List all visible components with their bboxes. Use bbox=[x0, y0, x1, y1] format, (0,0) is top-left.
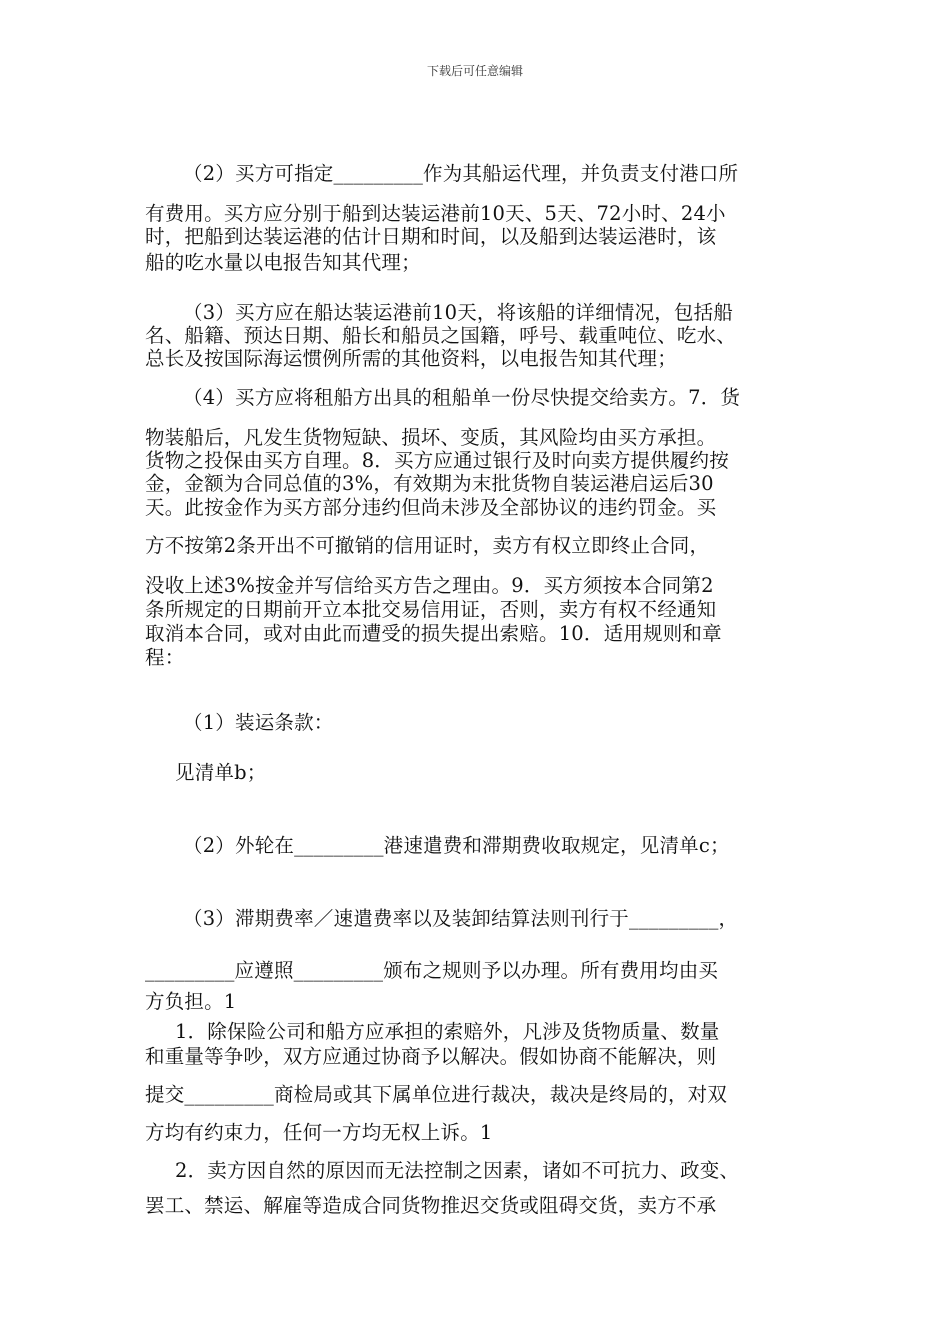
page-header: 下载后可任意编辑 bbox=[426, 64, 523, 78]
text-line: 没收上述3%按金并写信给买方告之理由。9．买方须按本合同第2 bbox=[145, 574, 714, 597]
text-line: （4）买方应将租船方出具的租船单一份尽快提交给卖方。7．货 bbox=[183, 386, 741, 409]
text-line: （1）装运条款： bbox=[183, 711, 334, 734]
text-line: 2．卖方因自然的原因而无法控制之因素，诸如不可抗力、政变、 bbox=[175, 1159, 740, 1182]
text-line: 名、船籍、预达日期、船长和船员之国籍，呼号、载重吨位、吃水、 bbox=[145, 324, 737, 347]
text-line: 方负担。1 bbox=[145, 990, 237, 1013]
text-line: 船的吃水量以电报告知其代理； bbox=[145, 251, 421, 274]
text-line: （2）外轮在_________港速遣费和滞期费收取规定，见清单c； bbox=[183, 834, 730, 857]
text-line: 和重量等争吵，双方应通过协商予以解决。假如协商不能解决，则 bbox=[145, 1045, 717, 1068]
text-line: 程： bbox=[145, 646, 185, 669]
text-line: 有费用。买方应分别于船到达装运港前10天、5天、72小时、24小 bbox=[145, 202, 726, 225]
text-line: （3）买方应在船达装运港前10天，将该船的详细情况，包括船 bbox=[183, 301, 734, 324]
text-line: 罢工、禁运、解雇等造成合同货物推迟交货或阻碍交货，卖方不承 bbox=[145, 1194, 717, 1217]
text-line: （3）滞期费率／速遣费率以及装卸结算法则刊行于_________， bbox=[183, 907, 739, 930]
text-line: 时，把船到达装运港的估计日期和时间，以及船到达装运港时，该 bbox=[145, 225, 717, 248]
text-line: 提交_________商检局或其下属单位进行裁决，裁决是终局的，对双 bbox=[145, 1083, 728, 1106]
text-line: 方均有约束力，任何一方均无权上诉。1 bbox=[145, 1121, 493, 1144]
text-line: 金，金额为合同总值的3%，有效期为末批货物自装运港启运后30 bbox=[145, 472, 714, 495]
text-line: （2）买方可指定_________作为其船运代理，并负责支付港口所 bbox=[183, 162, 739, 185]
text-line: 方不按第2条开出不可撤销的信用证时，卖方有权立即终止合同， bbox=[145, 534, 710, 557]
text-line: 1．除保险公司和船方应承担的索赔外，凡涉及货物质量、数量 bbox=[175, 1020, 720, 1043]
text-line: 总长及按国际海运惯例所需的其他资料，以电报告知其代理； bbox=[145, 347, 677, 370]
text-line: 见清单b； bbox=[175, 761, 267, 784]
text-line: 取消本合同，或对由此而遭受的损失提出索赔。10．适用规则和章 bbox=[145, 622, 722, 645]
text-line: 条所规定的日期前开立本批交易信用证，否则，卖方有权不经通知 bbox=[145, 598, 717, 621]
text-line: 货物之投保由买方自理。8．买方应通过银行及时向卖方提供履约按 bbox=[145, 449, 729, 472]
text-line: _________应遵照_________颁布之规则予以办理。所有费用均由买 bbox=[145, 959, 719, 982]
text-line: 天。此按金作为买方部分违约但尚未涉及全部协议的违约罚金。买 bbox=[145, 496, 717, 519]
text-line: 物装船后，凡发生货物短缺、损坏、变质，其风险均由买方承担。 bbox=[145, 426, 717, 449]
